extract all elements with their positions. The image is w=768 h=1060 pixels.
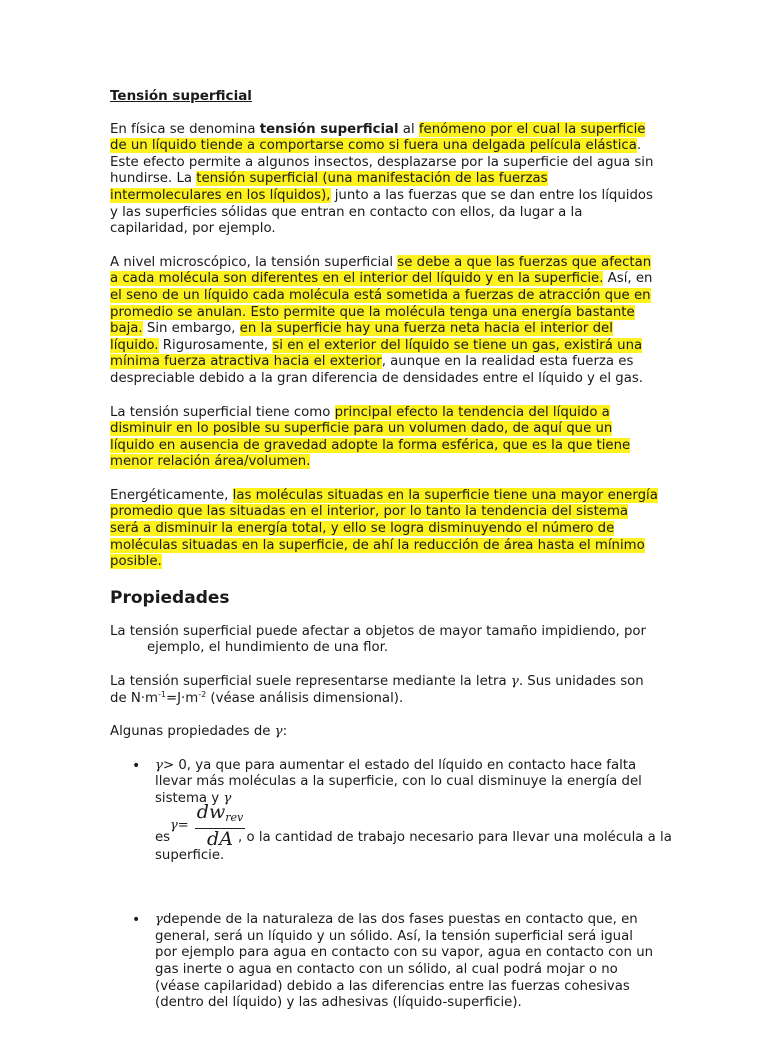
paragraph-microscopic [110, 255, 658, 388]
superscript: -1 [157, 689, 166, 699]
paragraph-flower [110, 624, 658, 657]
highlight: si en el exterior del líquido se tiene un gas, existirá una mínima fuerza atractiva hacia el exterior [110, 337, 643, 370]
text-span: es [155, 829, 171, 845]
text-span: Energéticamente, [110, 487, 233, 503]
superscript: -2 [198, 689, 207, 699]
paragraph-energy [110, 488, 658, 571]
bullet-icon: • [132, 757, 141, 774]
gamma-symbol: γ [274, 724, 283, 740]
paragraph-definition [110, 122, 658, 238]
highlight: el seno de un líquido cada molécula está sometida a fuerzas de atracción que en promedio se anulan. Esto permite que la molécula tenga una energía bastante baja. [110, 287, 651, 337]
formula-line [155, 800, 672, 851]
gamma-symbol: γ [155, 757, 163, 773]
text-span: Rigurosamente, [158, 337, 273, 353]
highlight: tensión superficial (una manifestación de las fuerzas intermoleculares en los líquidos), [110, 171, 548, 203]
paragraph-effect [110, 405, 658, 471]
formula-lhs: γ= [170, 817, 189, 833]
text-span: Sin embargo, [142, 321, 240, 337]
paragraph-properties-intro [110, 724, 658, 741]
list-item-text [155, 912, 658, 1012]
list-item [110, 912, 658, 1012]
formula-denominator: dA [207, 828, 233, 851]
highlight: se debe a que las fuerzas que afectan a cada molécula son diferentes en el interior del líquido y en la superficie. [110, 254, 652, 287]
document-page [110, 88, 672, 1060]
subscript: rev [225, 810, 244, 824]
text-span: La tensión superficial puede afectar a objetos de mayor tamaño impidiendo, por [110, 623, 647, 639]
text-span: : [282, 724, 288, 740]
text-span: , aunque en la realidad esta fuerza es despreciable debido a la gran diferencia de densidades entre el líquido y el gas. [110, 354, 643, 386]
text-span: depende de la naturaleza de las dos fases puestas en contacto que, en general, será un líquido y un sólido. Así, la tensión superficial será igual por ejemplo para agua en contacto con su vapor, agua en contacto con un gas inerte o agua en contacto con un sólido, al cual podrá mojar o no (véase capilaridad) debido a las diferencias entre las fuerzas cohesivas (dentro del líquido) y las adhesivas (líquido-superficie). [155, 912, 654, 1011]
text-span: al [398, 121, 419, 137]
text-span: dw [196, 800, 226, 823]
bold-term: tensión superficial [259, 121, 399, 137]
gamma-symbol: γ [223, 791, 232, 806]
text-span: Algunas propiedades de [110, 724, 275, 740]
highlight: principal efecto la tendencia del líquido a disminuir en lo posible su superficie para un volumen dado, de aquí que un líquido en ausencia de gravedad adopte la forma esférica, que es la que tiene menor relación área/volumen. [110, 404, 631, 470]
gamma-symbol: γ [510, 674, 519, 690]
section-title: Propiedades [110, 587, 230, 608]
text-span: La tensión superficial tiene como [110, 404, 335, 420]
text-span: En física se denomina [110, 121, 260, 137]
text-span: A nivel microscópico, la tensión superficial [110, 254, 398, 270]
text-span: (véase análisis dimensional). [206, 690, 404, 706]
text-span: junto a las fuerzas que se dan entre los líquidos y las superficies sólidas que entran en contacto con ellos, da lugar a la capilaridad, por ejemplo. [110, 187, 653, 237]
highlight: en la superficie hay una fuerza neta hacia el interior del líquido. [110, 321, 613, 353]
bullet-icon: • [132, 912, 141, 929]
text-span: La tensión superficial suele representarse mediante la letra [110, 674, 511, 690]
highlight: fenómeno por el cual la superficie de un líquido tiende a comportarse como si fuera una delgada película elástica [110, 121, 646, 154]
formula-numerator [195, 800, 245, 830]
page-title: Tensión superficial [110, 88, 252, 104]
properties-list [110, 757, 672, 1012]
text-span: ejemplo, el hundimiento de una flor. [147, 640, 389, 656]
gamma-symbol: γ [155, 912, 163, 928]
text-span: , o la cantidad de trabajo necesario para llevar una molécula a la [238, 829, 672, 845]
text-span: Así, en [603, 271, 653, 287]
text-span: . Sus unidades son de N·m [110, 674, 644, 706]
list-item [110, 757, 672, 864]
highlight: las moléculas situadas en la superficie tiene una mayor energía promedio que las situadas en el interior, por lo tanto la tendencia del sistema será a disminuir la energía total, y ello se logra disminuyendo el número de moléculas situadas en la superficie, de ahí la reducción de área hasta el mínimo posible. [110, 487, 658, 570]
text-span: =J·m [165, 690, 199, 706]
text-span: . Este efecto permite a algunos insectos, desplazarse por la superficie del agua sin hundirse. La [110, 138, 654, 187]
paragraph-units [110, 674, 658, 707]
text-span: > 0, ya que para aumentar el estado del líquido en contacto hace falta llevar más moléculas a la superficie, con lo cual disminuye la energía del sistema y [155, 757, 642, 806]
list-item-text [155, 758, 658, 808]
list-item-text-tail: superficie. [155, 847, 225, 863]
